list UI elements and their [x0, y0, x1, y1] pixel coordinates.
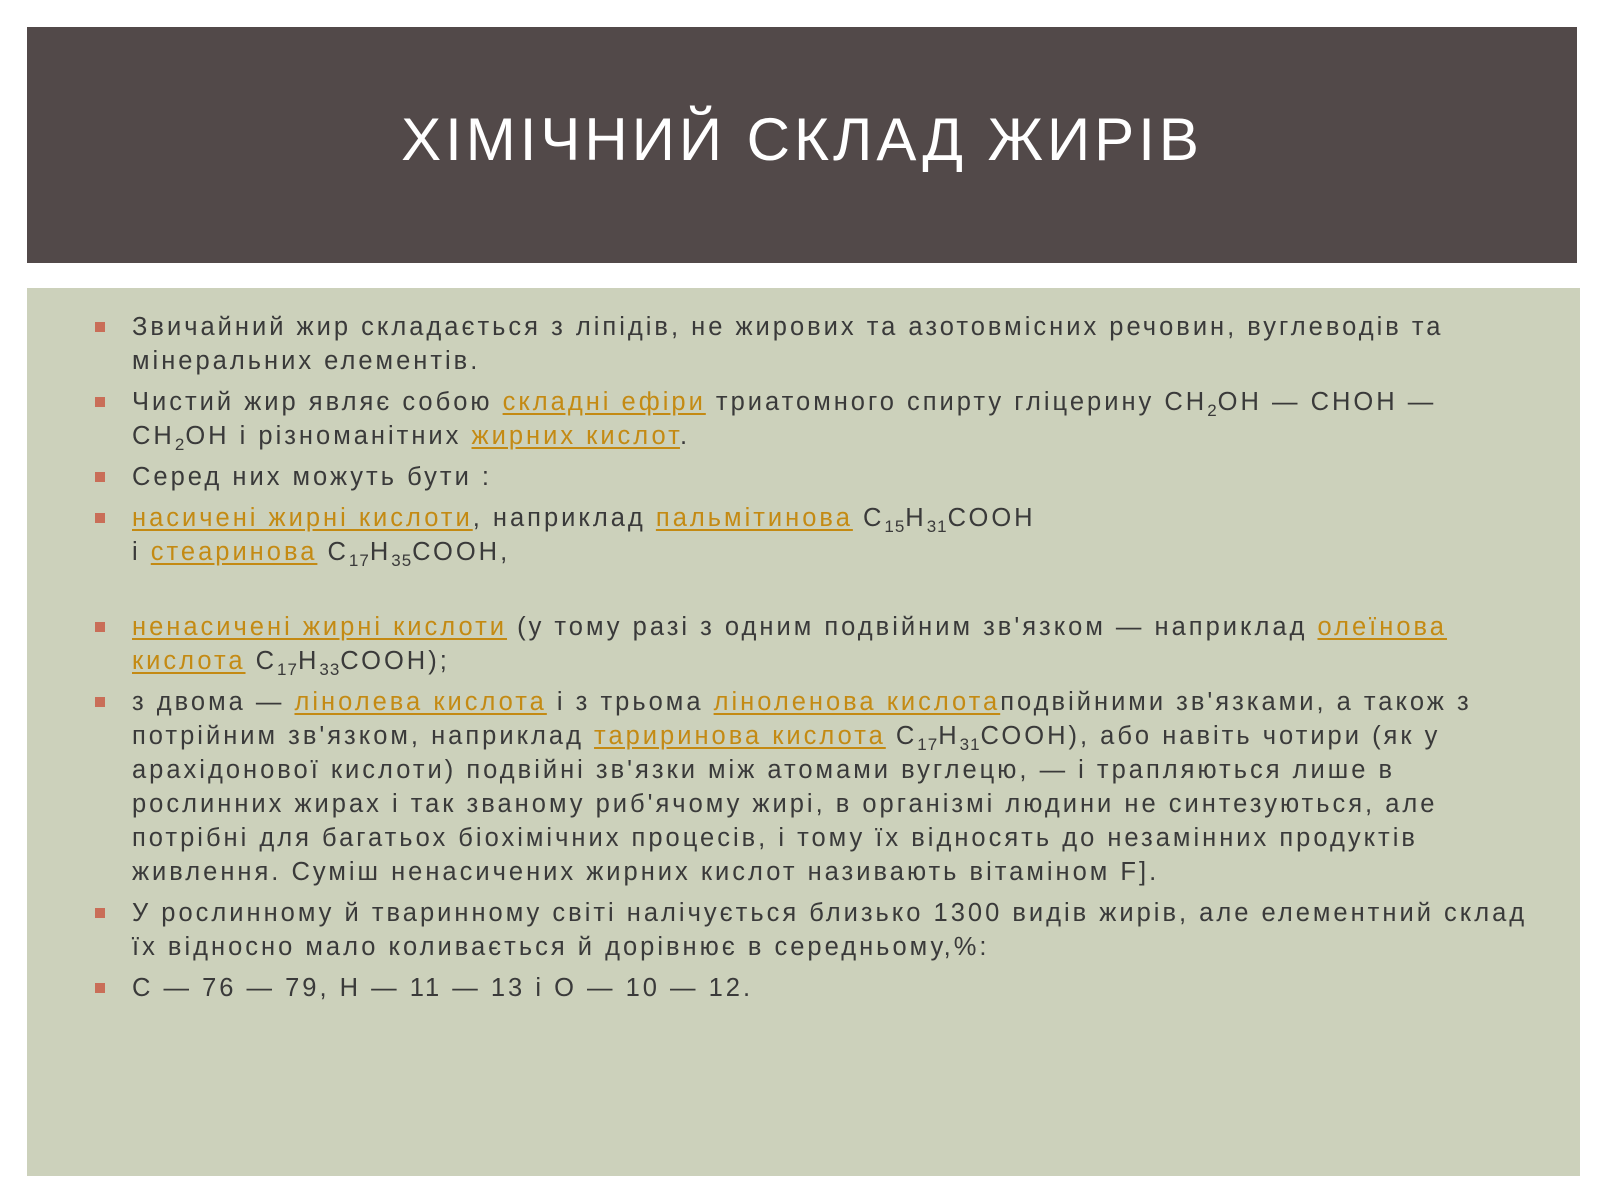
subscript: 33 — [319, 660, 341, 680]
bullet-item-elemental-composition — [27, 971, 1580, 1005]
bullet-item-fat-composition — [27, 310, 1580, 378]
content-panel — [27, 288, 1580, 1176]
bullet-text: ОН — СНОН — СН — [132, 388, 1437, 450]
bullet-text: Н — [938, 722, 960, 750]
link-fatty-acids[interactable]: жирних кислот — [471, 422, 680, 450]
bullet-text: (у тому разі з одним подвійним зв'язком — наприклад — [507, 613, 1318, 641]
bullet-text: С — 76 — 79, Н — 11 — 13 і О — 10 — 12. — [132, 974, 754, 1002]
bullet-item-polyunsaturated — [27, 685, 1580, 889]
bullet-marker-icon — [95, 983, 105, 993]
bullet-text: СООН); — [340, 647, 450, 675]
link-complex-esters[interactable]: складні ефіри — [502, 388, 706, 416]
bullet-item-among-them — [27, 460, 1580, 494]
subscript: 31 — [926, 517, 948, 537]
bullet-text: подвійними зв'язками, а також з потрійним зв'язком, наприклад — [132, 688, 1472, 750]
bullet-marker-icon — [95, 397, 105, 407]
bullet-item-unsaturated-acids — [27, 610, 1580, 678]
subscript: 35 — [391, 551, 413, 571]
bullet-item-fat-species — [27, 896, 1580, 964]
bullet-text: ОН і різноманітних — [185, 422, 472, 450]
subscript: 15 — [884, 517, 906, 537]
bullet-text: , наприклад — [472, 504, 656, 532]
bullet-marker-icon — [95, 472, 105, 482]
link-stearic[interactable]: стеаринова — [150, 538, 318, 566]
title-band — [27, 27, 1577, 263]
subscript: 17 — [277, 660, 298, 680]
bullet-text: С — [885, 722, 918, 750]
bullet-text: СООН), або навіть чотири (як у арахідонової кислоти) подвійні зв'язки між атомами вуглецю, — і трапляються лише в рослинних жирах і так званому риб'ячому жирі, в організмі людини не синтезуються, але потрібні для багатьох біохімічних процесів, і тому їх відносять до незамінних продуктів живлення. Суміш ненасичених жирних кислот називають вітаміном F — [132, 722, 1441, 886]
link-linolenic-acid[interactable]: ліноленова кислота — [713, 688, 1001, 716]
bullet-text: Н — [369, 538, 392, 566]
bullet-text: СООН — [947, 504, 1036, 532]
bullet-text: Чистий жир являє собою — [132, 388, 503, 416]
bullet-item-saturated-acids — [27, 501, 1580, 569]
bullet-text: і з трьома — [546, 688, 714, 716]
bullet-text: Звичайний жир складається з ліпідів, не жирових та азотовмісних речовин, вуглеводів та мінеральних елементів. — [132, 313, 1444, 375]
link-linoleic-acid[interactable]: лінолева кислота — [294, 688, 547, 716]
bullet-marker-icon — [95, 697, 105, 707]
bullet-item-pure-fat — [27, 385, 1580, 453]
bullet-list — [27, 310, 1580, 1012]
bullet-text: С — [245, 647, 278, 675]
bullet-text: Н — [905, 504, 927, 532]
subscript: 2 — [174, 435, 186, 455]
link-saturated-fatty-acids[interactable]: насичені жирні кислоти — [132, 504, 473, 532]
subscript: 31 — [959, 735, 981, 755]
bullet-text: ]. — [1139, 858, 1160, 886]
bullet-text: Н — [297, 647, 320, 675]
slide-title: ХІМІЧНИЙ СКЛАД ЖИРІВ — [401, 106, 1203, 173]
bullet-marker-icon — [95, 322, 105, 332]
bullet-text: С — [317, 538, 349, 566]
link-unsaturated-fatty-acids[interactable]: ненасичені жирні кислоти — [132, 613, 507, 641]
bullet-marker-icon — [95, 622, 105, 632]
link-oleic-acid[interactable]: олеїнова кислота — [132, 613, 1447, 675]
bullet-marker-icon — [95, 513, 105, 523]
bullet-text: з двома — — [132, 688, 295, 716]
bullet-text: СООН, — [412, 538, 511, 566]
bullet-text: Серед них можуть бути : — [132, 463, 492, 491]
bullet-text: У рослинному й тваринному світі налічується близько 1300 видів жирів, але елементний склад їх відносно мало коливається й дорівнює в середньому,%: — [132, 899, 1528, 961]
subscript: 2 — [1207, 401, 1218, 421]
link-tariric-acid[interactable]: тариринова кислота — [594, 722, 886, 750]
subscript: 17 — [917, 735, 939, 755]
subscript: 17 — [348, 551, 370, 571]
bullet-text: . — [679, 422, 691, 450]
bullet-text: триатомного спирту гліцерину СН — [705, 388, 1208, 416]
link-palmitic[interactable]: пальмітинова — [655, 504, 853, 532]
bullet-marker-icon — [95, 908, 105, 918]
bullet-text: С — [852, 504, 885, 532]
bullet-text: і — [132, 538, 151, 566]
